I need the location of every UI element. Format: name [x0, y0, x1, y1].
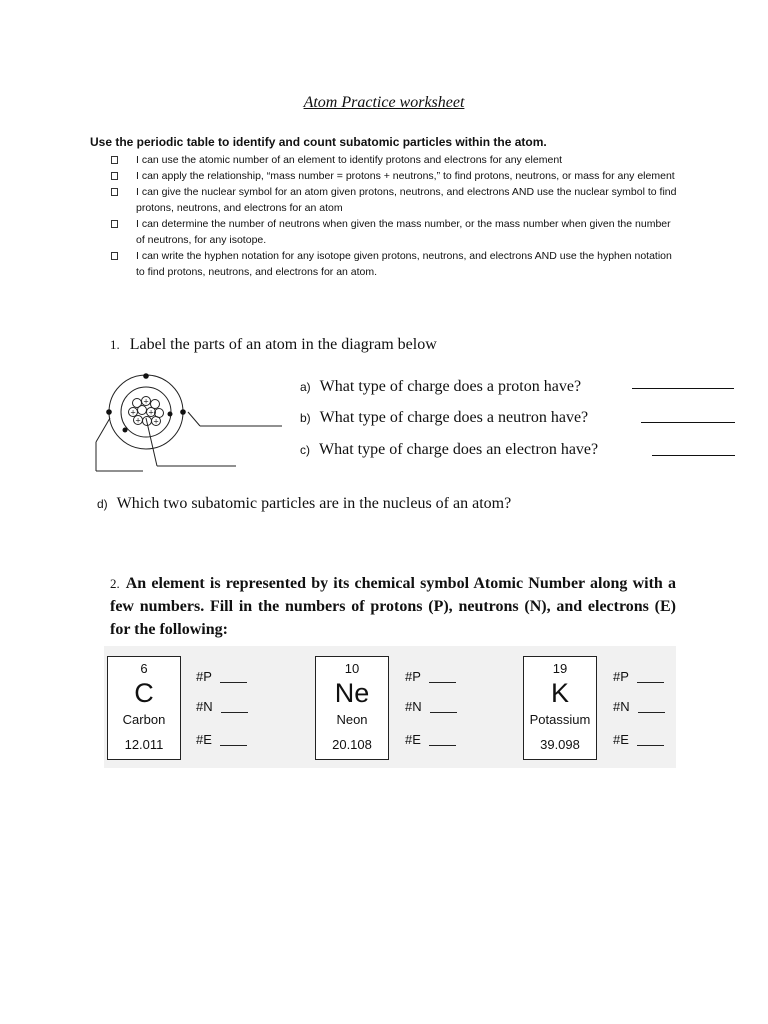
- sub-question-text: What type of charge does a neutron have?: [319, 409, 589, 426]
- atomic-number: 6: [140, 661, 148, 676]
- neutron-count: #N: [405, 699, 457, 714]
- element-panel: [104, 646, 676, 768]
- question-1b: [300, 409, 588, 427]
- proton-count: #P: [405, 669, 456, 684]
- question-text: Label the parts of an atom in the diagram below: [129, 336, 437, 353]
- question-1d: [97, 495, 511, 513]
- element-name: Neon: [336, 712, 368, 727]
- sub-question-letter: a): [300, 380, 311, 394]
- sub-question-text: What type of charge does a proton have?: [319, 378, 582, 395]
- element-tile-potassium: [523, 656, 597, 760]
- electron-count: #E: [613, 732, 664, 747]
- neutron-count: #N: [613, 699, 665, 714]
- svg-text:+: +: [143, 397, 149, 406]
- sub-question-letter: d): [97, 497, 108, 511]
- question-1a: [300, 378, 581, 396]
- checkbox-icon[interactable]: [111, 220, 118, 228]
- checkbox-icon[interactable]: [111, 188, 118, 196]
- label-pointer: [96, 418, 110, 442]
- atomic-number: 19: [552, 661, 568, 676]
- sub-question-letter: b): [300, 411, 311, 425]
- sub-question-text: What type of charge does an electron have?: [319, 441, 599, 458]
- answer-line-1a[interactable]: [632, 388, 734, 389]
- answer-line-1c[interactable]: [652, 455, 735, 456]
- answer-line-1b[interactable]: [641, 422, 735, 423]
- answer-blank[interactable]: [637, 744, 664, 746]
- answer-blank[interactable]: [221, 711, 248, 713]
- question-1c: [300, 441, 598, 459]
- element-tile-carbon: [107, 656, 181, 760]
- atomic-mass: 12.011: [124, 737, 164, 752]
- atomic-mass: 39.098: [540, 737, 580, 752]
- goal-item: I can apply the relationship, “mass number = protons + neutrons,” to find protons, neutrons, or mass for any element: [111, 168, 681, 184]
- sub-question-text: Which two subatomic particles are in the nucleus of an atom?: [116, 495, 512, 512]
- element-symbol: C: [134, 678, 154, 708]
- answer-blank[interactable]: [429, 744, 456, 746]
- svg-text:+: +: [135, 416, 141, 425]
- proton-count: #P: [196, 669, 247, 684]
- neutron-count: #N: [196, 699, 248, 714]
- element-name: Carbon: [122, 712, 166, 727]
- answer-blank[interactable]: [637, 681, 664, 683]
- electron-count: #E: [196, 732, 247, 747]
- question-number: 1.: [110, 337, 120, 352]
- proton-count: #P: [613, 669, 664, 684]
- atomic-mass: 20.108: [332, 737, 372, 752]
- sub-question-letter: c): [300, 443, 310, 457]
- element-symbol: Ne: [334, 678, 370, 708]
- element-symbol: K: [550, 678, 569, 708]
- answer-blank[interactable]: [220, 744, 247, 746]
- question-text: An element is represented by its chemical symbol Atomic Number along with a few numbers. Fill in the numbers of protons (P), neutrons (N), and electrons (E) for the following:: [110, 575, 676, 638]
- goal-item: I can give the nuclear symbol for an atom given protons, neutrons, and electrons AND use the nuclear symbol to find protons, neutrons, and electrons for an atom: [111, 184, 681, 216]
- svg-text:+: +: [153, 417, 159, 426]
- goal-item: I can write the hyphen notation for any isotope given protons, neutrons, and electrons AND use the hyphen notation to find protons, neutrons, and electrons for an atom.: [111, 248, 681, 280]
- answer-blank[interactable]: [429, 681, 456, 683]
- goal-item: I can use the atomic number of an element to identify protons and electrons for any element: [111, 152, 681, 168]
- checkbox-icon[interactable]: [111, 252, 118, 260]
- answer-blank[interactable]: [638, 711, 665, 713]
- atom-diagram: [92, 368, 288, 474]
- label-pointer: [188, 412, 200, 426]
- instructions: Use the periodic table to identify and count subatomic particles within the atom.: [90, 135, 547, 149]
- question-2: [110, 572, 676, 641]
- answer-blank[interactable]: [220, 681, 247, 683]
- checkbox-icon[interactable]: [111, 156, 118, 164]
- svg-text:+: +: [130, 408, 136, 417]
- question-number: 2.: [110, 576, 120, 591]
- goal-item: I can determine the number of neutrons when given the mass number, or the mass number when given the number of neutrons, for any isotope.: [111, 216, 681, 248]
- worksheet-title: Atom Practice worksheet: [303, 94, 465, 111]
- answer-blank[interactable]: [430, 711, 457, 713]
- atomic-number: 10: [344, 661, 360, 676]
- question-1: [110, 336, 437, 354]
- goal-checklist: [111, 152, 681, 280]
- svg-text:+: +: [148, 408, 154, 417]
- element-tile-neon: [315, 656, 389, 760]
- checkbox-icon[interactable]: [111, 172, 118, 180]
- element-name: Potassium: [529, 712, 591, 727]
- electron-count: #E: [405, 732, 456, 747]
